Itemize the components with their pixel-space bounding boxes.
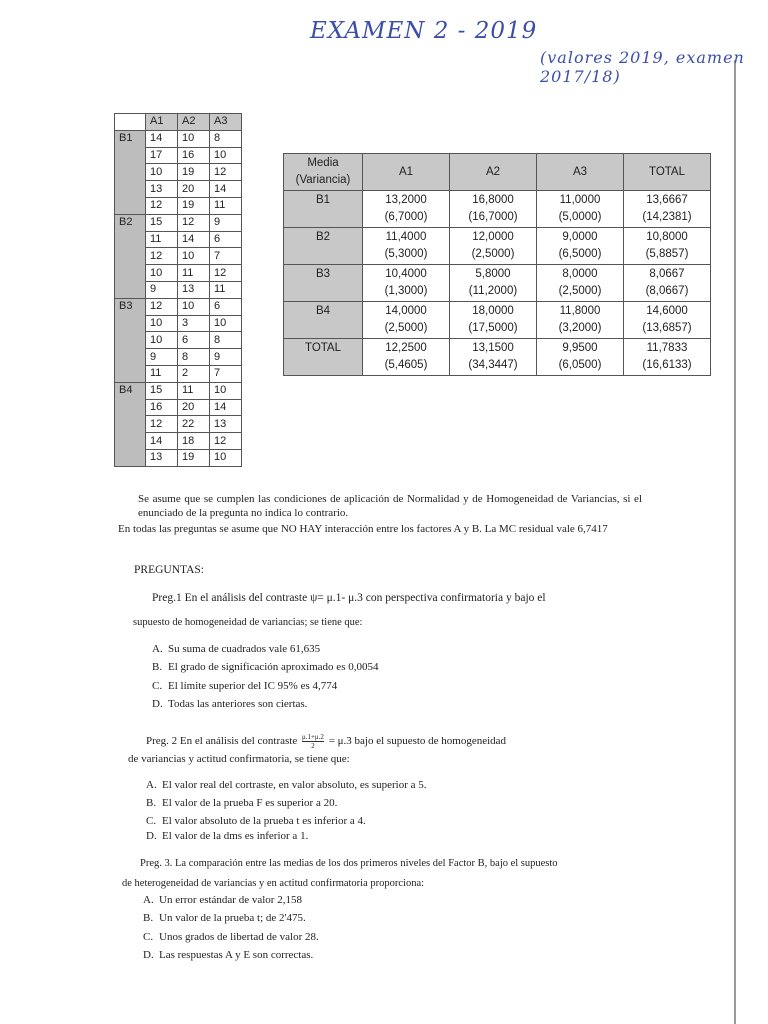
means-table-cell [363, 191, 450, 228]
means-table-cell [450, 228, 537, 265]
cell-variance: (2,5000) [558, 285, 602, 297]
q1-stem-line2: supuesto de homogeneidad de variancias; se tiene que: [133, 617, 363, 628]
means-table-row [284, 339, 711, 376]
raw-table-cell: 10 [146, 164, 178, 181]
option-text: El valor real del cortraste, en valor absoluto, es superior a 5. [162, 779, 427, 791]
raw-table-cell: 14 [210, 181, 242, 198]
raw-table-cell: 22 [178, 416, 210, 433]
option-text: Unos grados de libertad de valor 28. [159, 931, 319, 943]
cell-mean: 9,9500 [562, 342, 598, 354]
assumption-no-interaction: En todas las preguntas se asume que NO HAY interacción entre los factores A y B. La MC residual vale 6,7417 [118, 523, 608, 535]
cell-mean: 11,8000 [559, 305, 601, 317]
raw-table-cell: 9 [210, 349, 242, 366]
means-table-cell [624, 302, 711, 339]
raw-table-cell: 13 [210, 416, 242, 433]
means-table-cell [624, 339, 711, 376]
cell-mean: 8,0667 [649, 268, 685, 280]
raw-table-cell: 10 [210, 382, 242, 399]
raw-table-cell: 10 [178, 130, 210, 147]
raw-table-cell: 19 [178, 449, 210, 466]
cell-variance: (3,2000) [558, 322, 602, 334]
cell-mean: 13,2000 [385, 194, 427, 206]
cell-variance: (14,2381) [642, 211, 692, 223]
means-table-cell [363, 228, 450, 265]
means-table-cell [363, 265, 450, 302]
cell-mean: 18,0000 [472, 305, 514, 317]
raw-table-cell: 6 [178, 332, 210, 349]
option-letter: D. [146, 830, 157, 842]
cell-variance: (6,0500) [558, 359, 602, 371]
q1-option-d[interactable] [152, 698, 307, 710]
option-letter: D. [143, 949, 154, 961]
cell-mean: 14,6000 [646, 305, 688, 317]
means-table-row [284, 191, 711, 228]
raw-table-cell: 13 [146, 181, 178, 198]
raw-table-cell: 20 [178, 181, 210, 198]
cell-variance: (16,7000) [468, 211, 518, 223]
raw-table-cell: 13 [178, 281, 210, 298]
means-table-corner: Media (Variancia) [284, 154, 363, 191]
raw-table-cell: 9 [146, 281, 178, 298]
cell-variance: (6,7000) [384, 211, 428, 223]
cell-mean: 10,4000 [385, 268, 427, 280]
option-text: Las respuestas A y E son correctas. [159, 949, 314, 961]
raw-table-cell: 9 [146, 349, 178, 366]
raw-table-cell: 18 [178, 433, 210, 450]
means-table-row-label: B3 [284, 265, 363, 302]
q3-stem-line1: Preg. 3. La comparación entre las medias de los dos primeros niveles del Factor B, bajo el supuesto [140, 858, 558, 869]
means-table-row-label: B1 [284, 191, 363, 228]
option-text: El valor de la prueba F es superior a 20. [162, 797, 338, 809]
q2-stem-line1 [146, 733, 506, 750]
option-letter: C. [143, 931, 154, 943]
raw-table-header-a2: A2 [178, 114, 210, 131]
raw-table-cell: 14 [178, 231, 210, 248]
means-table-cell [363, 302, 450, 339]
raw-table-group-label: B1 [115, 130, 146, 214]
raw-table-header-a1: A1 [146, 114, 178, 131]
q1-option-a[interactable] [152, 643, 320, 655]
raw-table-cell: 17 [146, 147, 178, 164]
q2-stem-intro: Preg. 2 En el análisis del contraste [146, 735, 298, 748]
cell-variance: (1,3000) [384, 285, 428, 297]
means-table-row-label: TOTAL [284, 339, 363, 376]
raw-data-table [114, 113, 242, 467]
raw-table-cell: 11 [210, 197, 242, 214]
raw-table-cell: 12 [210, 164, 242, 181]
raw-table-cell: 12 [146, 298, 178, 315]
raw-table-cell: 13 [146, 449, 178, 466]
cell-mean: 12,2500 [385, 342, 427, 354]
raw-table-cell: 6 [210, 298, 242, 315]
option-text: Todas las anteriores son ciertas. [168, 698, 308, 710]
raw-table-cell: 11 [210, 281, 242, 298]
raw-table-cell: 12 [146, 248, 178, 265]
cell-variance: (17,5000) [468, 322, 518, 334]
raw-table-cell: 11 [178, 265, 210, 282]
cell-mean: 8,0000 [562, 268, 598, 280]
cell-mean: 16,8000 [472, 194, 514, 206]
means-table-header-total: TOTAL [624, 154, 711, 191]
means-table-header-a2: A2 [450, 154, 537, 191]
means-table-cell [624, 228, 711, 265]
raw-table-cell: 12 [210, 265, 242, 282]
means-table-cell [450, 265, 537, 302]
cell-variance: (5,4605) [384, 359, 428, 371]
q1-option-b[interactable] [152, 661, 378, 673]
means-table-header-a1: A1 [363, 154, 450, 191]
means-table-cell [363, 339, 450, 376]
handwritten-title: EXAMEN 2 - 2019 [310, 18, 538, 44]
cell-mean: 11,4000 [385, 231, 427, 243]
raw-table-cell: 11 [146, 365, 178, 382]
option-text: El límite superior del IC 95% es 4,774 [168, 680, 338, 692]
means-table-cell [450, 339, 537, 376]
option-letter: C. [152, 680, 163, 692]
means-table-header-row [284, 154, 711, 191]
option-text: Un valor de la prueba t; de 2'475. [159, 912, 306, 924]
cell-variance: (13,6857) [642, 322, 692, 334]
q2-formula-fraction [302, 733, 324, 750]
q3-stem-line2: de heterogeneidad de variancias y en actitud confirmatoria proporciona: [122, 878, 425, 889]
q2-formula-denominator: 2 [311, 742, 315, 750]
cell-variance: (34,3447) [468, 359, 518, 371]
option-letter: D. [152, 698, 163, 710]
raw-table-row [115, 214, 242, 231]
option-text: Su suma de cuadrados vale 61,635 [168, 643, 321, 655]
raw-table-cell: 19 [178, 164, 210, 181]
option-letter: A. [152, 643, 163, 655]
option-text: El grado de significación aproximado es 0,0054 [168, 661, 379, 673]
means-table-row [284, 228, 711, 265]
cell-variance: (2,5000) [471, 248, 515, 260]
raw-table-header-a3: A3 [210, 114, 242, 131]
raw-table-cell: 7 [210, 365, 242, 382]
raw-table-cell: 9 [210, 214, 242, 231]
option-text: Un error estándar de valor 2,158 [159, 894, 302, 906]
questions-heading: PREGUNTAS: [134, 564, 205, 576]
option-letter: B. [152, 661, 163, 673]
raw-table-cell: 10 [210, 147, 242, 164]
cell-variance: (6,5000) [558, 248, 602, 260]
raw-table-cell: 10 [146, 265, 178, 282]
means-table-cell [537, 265, 624, 302]
q2-option-a[interactable] [146, 779, 427, 791]
option-letter: B. [146, 797, 157, 809]
means-table-cell [537, 339, 624, 376]
q2-option-c[interactable] [146, 815, 366, 827]
q2-stem-line2: de variancias y actitud confirmatoria, se tiene que: [128, 753, 350, 765]
raw-table-cell: 10 [210, 449, 242, 466]
means-table-cell [537, 191, 624, 228]
raw-table-cell: 8 [178, 349, 210, 366]
option-text: El valor absoluto de la prueba t es inferior a 4. [162, 815, 366, 827]
page-edge [734, 60, 736, 1024]
means-table-cell [537, 302, 624, 339]
raw-table-cell: 11 [178, 382, 210, 399]
raw-table-corner [115, 114, 146, 131]
cell-variance: (11,2000) [468, 285, 518, 297]
q2-option-d[interactable] [146, 830, 308, 842]
raw-table-row [115, 130, 242, 147]
q3-option-c[interactable] [143, 931, 319, 943]
cell-variance: (5,0000) [558, 211, 602, 223]
raw-table-cell: 10 [146, 315, 178, 332]
means-table-row-label: B2 [284, 228, 363, 265]
cell-mean: 13,1500 [472, 342, 514, 354]
raw-table-cell: 14 [146, 433, 178, 450]
raw-table-cell: 12 [146, 416, 178, 433]
cell-mean: 14,0000 [385, 305, 427, 317]
q2-formula-numerator: μ.1+μ.2 [301, 733, 324, 741]
raw-table-cell: 12 [146, 197, 178, 214]
cell-mean: 10,8000 [646, 231, 688, 243]
raw-table-cell: 7 [210, 248, 242, 265]
q3-option-d[interactable] [143, 949, 313, 961]
means-table-header-a3: A3 [537, 154, 624, 191]
option-letter: A. [143, 894, 154, 906]
assumption-normality: Se asume que se cumplen las condiciones de aplicación de Normalidad y de Homogeneidad de Variancias, si el enunciado de la pregunta no indica lo contrario. [138, 493, 642, 519]
raw-table-cell: 16 [178, 147, 210, 164]
raw-table-cell: 14 [210, 399, 242, 416]
means-variance-table [283, 153, 711, 376]
raw-table-cell: 8 [210, 332, 242, 349]
raw-table-cell: 6 [210, 231, 242, 248]
raw-table-group-label: B2 [115, 214, 146, 298]
means-table-cell [624, 265, 711, 302]
raw-table-cell: 10 [146, 332, 178, 349]
means-table-cell [537, 228, 624, 265]
q1-option-c[interactable] [152, 680, 337, 692]
raw-table-group-label: B4 [115, 382, 146, 466]
option-letter: B. [143, 912, 154, 924]
raw-table-cell: 2 [178, 365, 210, 382]
raw-table-cell: 16 [146, 399, 178, 416]
raw-table-cell: 8 [210, 130, 242, 147]
cell-variance: (16,6133) [642, 359, 692, 371]
raw-table-cell: 15 [146, 382, 178, 399]
cell-mean: 11,7833 [646, 342, 688, 354]
raw-table-cell: 14 [146, 130, 178, 147]
raw-table-row [115, 382, 242, 399]
cell-variance: (5,8857) [645, 248, 689, 260]
q1-stem-line1: Preg.1 En el análisis del contraste ψ= μ.1- μ.3 con perspectiva confirmatoria y bajo el [152, 592, 546, 604]
handwritten-note: (valores 2019, examen 2017/18) [540, 48, 745, 86]
raw-table-header-row [115, 114, 242, 131]
raw-table-cell: 12 [210, 433, 242, 450]
option-letter: A. [146, 779, 157, 791]
raw-table-cell: 10 [178, 298, 210, 315]
cell-mean: 12,0000 [472, 231, 514, 243]
means-table-cell [624, 191, 711, 228]
raw-table-cell: 12 [178, 214, 210, 231]
raw-table-cell: 11 [146, 231, 178, 248]
raw-table-cell: 15 [146, 214, 178, 231]
cell-mean: 9,0000 [562, 231, 598, 243]
option-letter: C. [146, 815, 157, 827]
option-text: El valor de la dms es inferior a 1. [162, 830, 309, 842]
raw-table-cell: 10 [178, 248, 210, 265]
raw-table-cell: 19 [178, 197, 210, 214]
q3-option-b[interactable] [143, 912, 306, 924]
raw-table-cell: 20 [178, 399, 210, 416]
means-table-cell [450, 191, 537, 228]
means-table-cell [450, 302, 537, 339]
raw-table-cell: 3 [178, 315, 210, 332]
cell-variance: (8,0667) [645, 285, 689, 297]
q2-formula-rest: = μ.3 bajo el supuesto de homogeneidad [328, 735, 507, 748]
means-table-row [284, 302, 711, 339]
q3-option-a[interactable] [143, 894, 302, 906]
cell-variance: (2,5000) [384, 322, 428, 334]
means-table-row [284, 265, 711, 302]
cell-variance: (5,3000) [384, 248, 428, 260]
q2-option-b[interactable] [146, 797, 337, 809]
means-table-row-label: B4 [284, 302, 363, 339]
raw-table-row [115, 298, 242, 315]
cell-mean: 13,6667 [646, 194, 688, 206]
raw-table-group-label: B3 [115, 298, 146, 382]
raw-table-cell: 10 [210, 315, 242, 332]
cell-mean: 5,8000 [475, 268, 511, 280]
cell-mean: 11,0000 [559, 194, 601, 206]
